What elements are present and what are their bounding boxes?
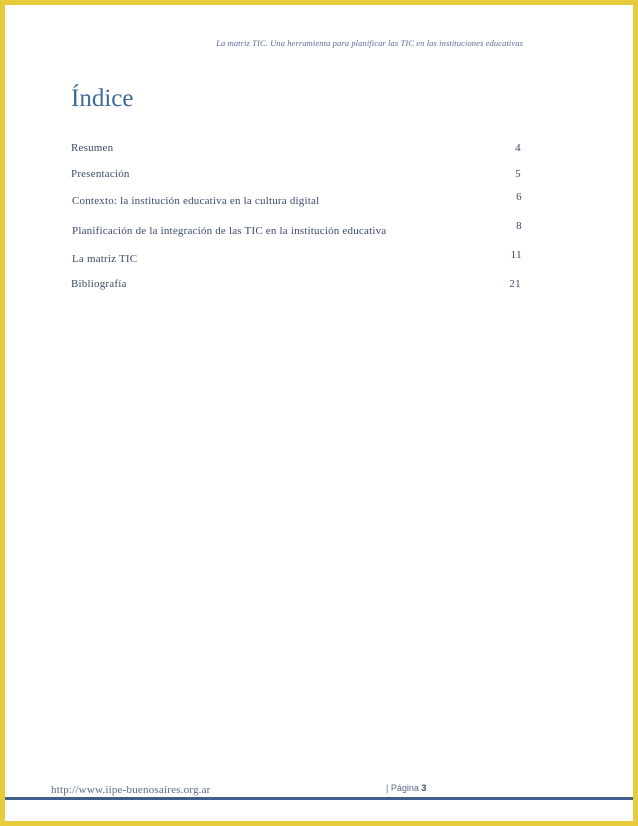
toc-entry-page: 8: [516, 220, 522, 232]
toc-entry-bibliografia[interactable]: [71, 274, 523, 290]
toc-entry-page: 6: [516, 191, 522, 203]
footer-url-link[interactable]: http://www.iipe-buenosaires.org.ar: [51, 784, 211, 796]
toc-entry-page: 11: [510, 249, 522, 261]
toc-entry-resumen[interactable]: [71, 138, 523, 154]
footer-page-value: 3: [421, 783, 427, 793]
footer-page-prefix: | Página: [386, 783, 419, 793]
toc-entry-matriz-tic[interactable]: [72, 249, 524, 265]
toc-entry-page: 21: [509, 278, 521, 290]
toc-entry-label: Bibliografía: [71, 278, 127, 290]
footer-divider: [5, 797, 633, 800]
footer-page-number: [386, 783, 426, 793]
toc-entry-label: Planificación de la integración de las TIC en la institución educativa: [72, 225, 387, 237]
toc-entry-label: Resumen: [71, 142, 114, 154]
page-title: Índice: [71, 85, 134, 112]
toc-entry-page: 4: [515, 142, 521, 154]
toc-entry-label: La matriz TIC: [72, 253, 138, 265]
toc-entry-label: Contexto: la institución educativa en la cultura digital: [72, 195, 320, 207]
toc-entry-planificacion[interactable]: [72, 221, 524, 237]
toc-entry-page: 5: [515, 168, 521, 180]
toc-entry-presentacion[interactable]: [71, 164, 523, 180]
toc-entry-contexto[interactable]: [72, 191, 524, 207]
running-header: La matriz TIC. Una herramienta para planificar las TIC en las instituciones educativas: [216, 38, 523, 48]
toc-entry-label: Presentación: [71, 168, 130, 180]
